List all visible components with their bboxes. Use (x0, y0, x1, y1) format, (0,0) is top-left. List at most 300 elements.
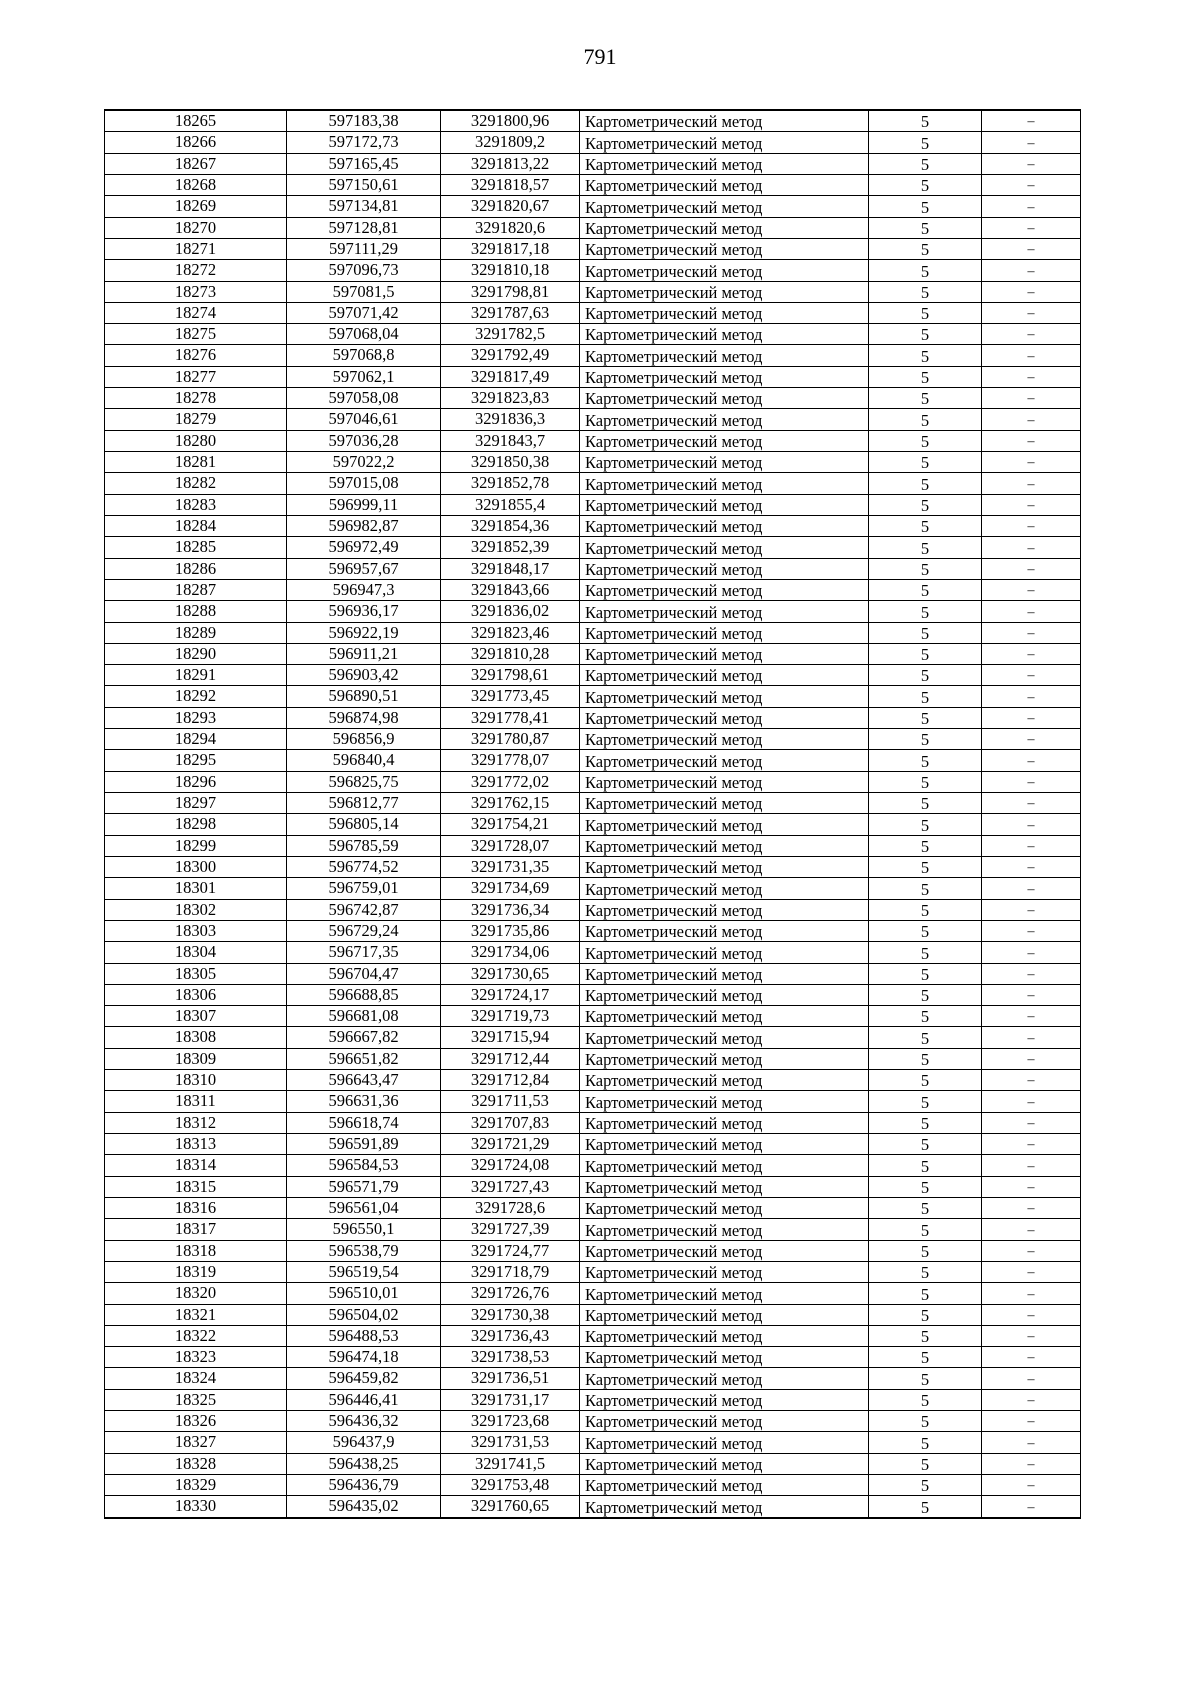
dash-cell: – (982, 729, 1081, 750)
table-row (105, 1197, 1081, 1218)
x-coordinate-cell: 597046,61 (287, 409, 441, 430)
method-cell: Картометрический метод (580, 793, 869, 814)
method-cell: Картометрический метод (580, 409, 869, 430)
x-coordinate-cell: 597068,04 (287, 324, 441, 345)
point-number-cell: 18319 (105, 1261, 287, 1282)
table-row (105, 1389, 1081, 1410)
error-cell: 5 (869, 110, 982, 132)
method-cell: Картометрический метод (580, 388, 869, 409)
dash-cell: – (982, 217, 1081, 238)
point-number-cell: 18311 (105, 1091, 287, 1112)
point-number-cell: 18316 (105, 1197, 287, 1218)
x-coordinate-cell: 596972,49 (287, 537, 441, 558)
table-row (105, 707, 1081, 728)
dash-cell: – (982, 1411, 1081, 1432)
x-coordinate-cell: 596947,3 (287, 579, 441, 600)
dash-cell: – (982, 324, 1081, 345)
dash-cell: – (982, 110, 1081, 132)
dash-cell: – (982, 643, 1081, 664)
x-coordinate-cell: 597058,08 (287, 388, 441, 409)
method-cell: Картометрический метод (580, 729, 869, 750)
point-number-cell: 18270 (105, 217, 287, 238)
y-coordinate-cell: 3291723,68 (441, 1411, 580, 1432)
dash-cell: – (982, 537, 1081, 558)
y-coordinate-cell: 3291850,38 (441, 452, 580, 473)
table-row (105, 260, 1081, 281)
y-coordinate-cell: 3291735,86 (441, 920, 580, 941)
y-coordinate-cell: 3291753,48 (441, 1475, 580, 1496)
y-coordinate-cell: 3291721,29 (441, 1134, 580, 1155)
point-number-cell: 18309 (105, 1048, 287, 1069)
table-row (105, 1453, 1081, 1474)
x-coordinate-cell: 596999,11 (287, 494, 441, 515)
x-coordinate-cell: 597128,81 (287, 217, 441, 238)
error-cell: 5 (869, 366, 982, 387)
point-number-cell: 18277 (105, 366, 287, 387)
table-row (105, 665, 1081, 686)
dash-cell: – (982, 196, 1081, 217)
dash-cell: – (982, 963, 1081, 984)
table-row (105, 217, 1081, 238)
method-cell: Картометрический метод (580, 1432, 869, 1453)
point-number-cell: 18323 (105, 1347, 287, 1368)
table-row (105, 1475, 1081, 1496)
error-cell: 5 (869, 1325, 982, 1346)
point-number-cell: 18297 (105, 793, 287, 814)
dash-cell: – (982, 814, 1081, 835)
method-cell: Картометрический метод (580, 1027, 869, 1048)
dash-cell: – (982, 260, 1081, 281)
table-row (105, 366, 1081, 387)
point-number-cell: 18290 (105, 643, 287, 664)
x-coordinate-cell: 597150,61 (287, 174, 441, 195)
x-coordinate-cell: 596436,79 (287, 1475, 441, 1496)
x-coordinate-cell: 596519,54 (287, 1261, 441, 1282)
method-cell: Картометрический метод (580, 515, 869, 536)
method-cell: Картометрический метод (580, 1219, 869, 1240)
error-cell: 5 (869, 686, 982, 707)
point-number-cell: 18308 (105, 1027, 287, 1048)
x-coordinate-cell: 596631,36 (287, 1091, 441, 1112)
x-coordinate-cell: 596438,25 (287, 1453, 441, 1474)
x-coordinate-cell: 596785,59 (287, 835, 441, 856)
dash-cell: – (982, 1325, 1081, 1346)
x-coordinate-cell: 596805,14 (287, 814, 441, 835)
y-coordinate-cell: 3291836,3 (441, 409, 580, 430)
table-row (105, 814, 1081, 835)
point-number-cell: 18293 (105, 707, 287, 728)
x-coordinate-cell: 596504,02 (287, 1304, 441, 1325)
dash-cell: – (982, 1389, 1081, 1410)
dash-cell: – (982, 302, 1081, 323)
method-cell: Картометрический метод (580, 174, 869, 195)
x-coordinate-cell: 597071,42 (287, 302, 441, 323)
y-coordinate-cell: 3291792,49 (441, 345, 580, 366)
table-row (105, 110, 1081, 132)
y-coordinate-cell: 3291730,38 (441, 1304, 580, 1325)
y-coordinate-cell: 3291852,39 (441, 537, 580, 558)
y-coordinate-cell: 3291778,07 (441, 750, 580, 771)
error-cell: 5 (869, 1197, 982, 1218)
dash-cell: – (982, 579, 1081, 600)
method-cell: Картометрический метод (580, 835, 869, 856)
error-cell: 5 (869, 643, 982, 664)
method-cell: Картометрический метод (580, 1453, 869, 1474)
x-coordinate-cell: 596874,98 (287, 707, 441, 728)
dash-cell: – (982, 1347, 1081, 1368)
error-cell: 5 (869, 409, 982, 430)
method-cell: Картометрический метод (580, 1176, 869, 1197)
error-cell: 5 (869, 238, 982, 259)
method-cell: Картометрический метод (580, 878, 869, 899)
y-coordinate-cell: 3291724,17 (441, 984, 580, 1005)
error-cell: 5 (869, 1240, 982, 1261)
error-cell: 5 (869, 345, 982, 366)
method-cell: Картометрический метод (580, 579, 869, 600)
x-coordinate-cell: 597134,81 (287, 196, 441, 217)
x-coordinate-cell: 597111,29 (287, 238, 441, 259)
point-number-cell: 18286 (105, 558, 287, 579)
method-cell: Картометрический метод (580, 601, 869, 622)
table-row (105, 1155, 1081, 1176)
point-number-cell: 18320 (105, 1283, 287, 1304)
method-cell: Картометрический метод (580, 452, 869, 473)
method-cell: Картометрический метод (580, 238, 869, 259)
error-cell: 5 (869, 1453, 982, 1474)
y-coordinate-cell: 3291760,65 (441, 1496, 580, 1518)
y-coordinate-cell: 3291736,43 (441, 1325, 580, 1346)
table-row (105, 153, 1081, 174)
point-number-cell: 18315 (105, 1176, 287, 1197)
table-row (105, 579, 1081, 600)
error-cell: 5 (869, 473, 982, 494)
error-cell: 5 (869, 1176, 982, 1197)
dash-cell: – (982, 1219, 1081, 1240)
dash-cell: – (982, 771, 1081, 792)
error-cell: 5 (869, 260, 982, 281)
x-coordinate-cell: 596550,1 (287, 1219, 441, 1240)
y-coordinate-cell: 3291741,5 (441, 1453, 580, 1474)
method-cell: Картометрический метод (580, 558, 869, 579)
dash-cell: – (982, 1261, 1081, 1282)
dash-cell: – (982, 1304, 1081, 1325)
error-cell: 5 (869, 942, 982, 963)
error-cell: 5 (869, 622, 982, 643)
x-coordinate-cell: 596825,75 (287, 771, 441, 792)
table-row (105, 174, 1081, 195)
method-cell: Картометрический метод (580, 1496, 869, 1518)
error-cell: 5 (869, 132, 982, 153)
point-number-cell: 18265 (105, 110, 287, 132)
table-row (105, 878, 1081, 899)
table-row (105, 1283, 1081, 1304)
error-cell: 5 (869, 174, 982, 195)
method-cell: Картометрический метод (580, 1155, 869, 1176)
dash-cell: – (982, 984, 1081, 1005)
table-row (105, 281, 1081, 302)
dash-cell: – (982, 622, 1081, 643)
y-coordinate-cell: 3291800,96 (441, 110, 580, 132)
error-cell: 5 (869, 729, 982, 750)
error-cell: 5 (869, 1027, 982, 1048)
x-coordinate-cell: 596774,52 (287, 856, 441, 877)
y-coordinate-cell: 3291762,15 (441, 793, 580, 814)
y-coordinate-cell: 3291817,18 (441, 238, 580, 259)
table-row (105, 1368, 1081, 1389)
point-number-cell: 18302 (105, 899, 287, 920)
y-coordinate-cell: 3291810,28 (441, 643, 580, 664)
method-cell: Картометрический метод (580, 494, 869, 515)
dash-cell: – (982, 1176, 1081, 1197)
table-row (105, 238, 1081, 259)
dash-cell: – (982, 494, 1081, 515)
error-cell: 5 (869, 984, 982, 1005)
y-coordinate-cell: 3291855,4 (441, 494, 580, 515)
point-number-cell: 18281 (105, 452, 287, 473)
x-coordinate-cell: 597165,45 (287, 153, 441, 174)
table-row (105, 899, 1081, 920)
method-cell: Картометрический метод (580, 1091, 869, 1112)
method-cell: Картометрический метод (580, 984, 869, 1005)
dash-cell: – (982, 153, 1081, 174)
error-cell: 5 (869, 1070, 982, 1091)
y-coordinate-cell: 3291718,79 (441, 1261, 580, 1282)
x-coordinate-cell: 597062,1 (287, 366, 441, 387)
method-cell: Картометрический метод (580, 1475, 869, 1496)
dash-cell: – (982, 515, 1081, 536)
table-row (105, 729, 1081, 750)
y-coordinate-cell: 3291843,66 (441, 579, 580, 600)
error-cell: 5 (869, 814, 982, 835)
point-number-cell: 18276 (105, 345, 287, 366)
point-number-cell: 18291 (105, 665, 287, 686)
x-coordinate-cell: 596936,17 (287, 601, 441, 622)
dash-cell: – (982, 942, 1081, 963)
table-row (105, 1091, 1081, 1112)
table-row (105, 1261, 1081, 1282)
dash-cell: – (982, 409, 1081, 430)
y-coordinate-cell: 3291843,7 (441, 430, 580, 451)
dash-cell: – (982, 1368, 1081, 1389)
dash-cell: – (982, 345, 1081, 366)
x-coordinate-cell: 597022,2 (287, 452, 441, 473)
method-cell: Картометрический метод (580, 963, 869, 984)
table-row (105, 601, 1081, 622)
point-number-cell: 18284 (105, 515, 287, 536)
error-cell: 5 (869, 388, 982, 409)
point-number-cell: 18283 (105, 494, 287, 515)
x-coordinate-cell: 596488,53 (287, 1325, 441, 1346)
table-row (105, 345, 1081, 366)
method-cell: Картометрический метод (580, 856, 869, 877)
x-coordinate-cell: 596446,41 (287, 1389, 441, 1410)
table-row (105, 1027, 1081, 1048)
method-cell: Картометрический метод (580, 665, 869, 686)
point-number-cell: 18289 (105, 622, 287, 643)
error-cell: 5 (869, 1368, 982, 1389)
method-cell: Картометрический метод (580, 537, 869, 558)
method-cell: Картометрический метод (580, 920, 869, 941)
y-coordinate-cell: 3291778,41 (441, 707, 580, 728)
point-number-cell: 18295 (105, 750, 287, 771)
y-coordinate-cell: 3291711,53 (441, 1091, 580, 1112)
y-coordinate-cell: 3291809,2 (441, 132, 580, 153)
method-cell: Картометрический метод (580, 430, 869, 451)
table-row (105, 942, 1081, 963)
y-coordinate-cell: 3291773,45 (441, 686, 580, 707)
table-row (105, 984, 1081, 1005)
error-cell: 5 (869, 1155, 982, 1176)
dash-cell: – (982, 174, 1081, 195)
dash-cell: – (982, 132, 1081, 153)
error-cell: 5 (869, 579, 982, 600)
table-row (105, 1432, 1081, 1453)
method-cell: Картометрический метод (580, 302, 869, 323)
table-row (105, 537, 1081, 558)
point-number-cell: 18269 (105, 196, 287, 217)
x-coordinate-cell: 596856,9 (287, 729, 441, 750)
x-coordinate-cell: 597068,8 (287, 345, 441, 366)
dash-cell: – (982, 686, 1081, 707)
point-number-cell: 18313 (105, 1134, 287, 1155)
y-coordinate-cell: 3291731,17 (441, 1389, 580, 1410)
method-cell: Картометрический метод (580, 153, 869, 174)
table-row (105, 793, 1081, 814)
method-cell: Картометрический метод (580, 281, 869, 302)
error-cell: 5 (869, 324, 982, 345)
point-number-cell: 18294 (105, 729, 287, 750)
error-cell: 5 (869, 537, 982, 558)
table-row (105, 622, 1081, 643)
x-coordinate-cell: 597172,73 (287, 132, 441, 153)
x-coordinate-cell: 597081,5 (287, 281, 441, 302)
point-number-cell: 18328 (105, 1453, 287, 1474)
x-coordinate-cell: 596903,42 (287, 665, 441, 686)
point-number-cell: 18304 (105, 942, 287, 963)
error-cell: 5 (869, 1219, 982, 1240)
x-coordinate-cell: 596591,89 (287, 1134, 441, 1155)
table-row (105, 856, 1081, 877)
error-cell: 5 (869, 878, 982, 899)
method-cell: Картометрический метод (580, 942, 869, 963)
method-cell: Картометрический метод (580, 750, 869, 771)
error-cell: 5 (869, 494, 982, 515)
table-row (105, 1134, 1081, 1155)
point-number-cell: 18275 (105, 324, 287, 345)
point-number-cell: 18287 (105, 579, 287, 600)
table-row (105, 1325, 1081, 1346)
x-coordinate-cell: 596436,32 (287, 1411, 441, 1432)
point-number-cell: 18299 (105, 835, 287, 856)
method-cell: Картометрический метод (580, 1134, 869, 1155)
dash-cell: – (982, 366, 1081, 387)
method-cell: Картометрический метод (580, 1240, 869, 1261)
point-number-cell: 18271 (105, 238, 287, 259)
method-cell: Картометрический метод (580, 1261, 869, 1282)
y-coordinate-cell: 3291736,51 (441, 1368, 580, 1389)
dash-cell: – (982, 1240, 1081, 1261)
point-number-cell: 18314 (105, 1155, 287, 1176)
table-row (105, 324, 1081, 345)
point-number-cell: 18317 (105, 1219, 287, 1240)
y-coordinate-cell: 3291754,21 (441, 814, 580, 835)
y-coordinate-cell: 3291712,44 (441, 1048, 580, 1069)
y-coordinate-cell: 3291731,35 (441, 856, 580, 877)
x-coordinate-cell: 596618,74 (287, 1112, 441, 1133)
point-number-cell: 18327 (105, 1432, 287, 1453)
error-cell: 5 (869, 196, 982, 217)
error-cell: 5 (869, 153, 982, 174)
point-number-cell: 18282 (105, 473, 287, 494)
table-row (105, 196, 1081, 217)
y-coordinate-cell: 3291726,76 (441, 1283, 580, 1304)
dash-cell: – (982, 707, 1081, 728)
method-cell: Картометрический метод (580, 707, 869, 728)
table-row (105, 963, 1081, 984)
point-number-cell: 18305 (105, 963, 287, 984)
point-number-cell: 18329 (105, 1475, 287, 1496)
error-cell: 5 (869, 1389, 982, 1410)
table-row (105, 1112, 1081, 1133)
point-number-cell: 18268 (105, 174, 287, 195)
dash-cell: – (982, 1475, 1081, 1496)
point-number-cell: 18312 (105, 1112, 287, 1133)
method-cell: Картометрический метод (580, 217, 869, 238)
error-cell: 5 (869, 1347, 982, 1368)
table-row (105, 1304, 1081, 1325)
y-coordinate-cell: 3291734,06 (441, 942, 580, 963)
x-coordinate-cell: 596435,02 (287, 1496, 441, 1518)
table-row (105, 750, 1081, 771)
x-coordinate-cell: 596742,87 (287, 899, 441, 920)
point-number-cell: 18325 (105, 1389, 287, 1410)
error-cell: 5 (869, 963, 982, 984)
x-coordinate-cell: 596538,79 (287, 1240, 441, 1261)
dash-cell: – (982, 601, 1081, 622)
table-row (105, 430, 1081, 451)
dash-cell: – (982, 1134, 1081, 1155)
y-coordinate-cell: 3291715,94 (441, 1027, 580, 1048)
point-number-cell: 18279 (105, 409, 287, 430)
y-coordinate-cell: 3291823,83 (441, 388, 580, 409)
dash-cell: – (982, 899, 1081, 920)
y-coordinate-cell: 3291734,69 (441, 878, 580, 899)
x-coordinate-cell: 596704,47 (287, 963, 441, 984)
method-cell: Картометрический метод (580, 324, 869, 345)
method-cell: Картометрический метод (580, 366, 869, 387)
x-coordinate-cell: 596759,01 (287, 878, 441, 899)
dash-cell: – (982, 238, 1081, 259)
x-coordinate-cell: 596982,87 (287, 515, 441, 536)
method-cell: Картометрический метод (580, 1347, 869, 1368)
point-number-cell: 18306 (105, 984, 287, 1005)
error-cell: 5 (869, 856, 982, 877)
table-row (105, 920, 1081, 941)
dash-cell: – (982, 1432, 1081, 1453)
error-cell: 5 (869, 1432, 982, 1453)
method-cell: Картометрический метод (580, 1006, 869, 1027)
error-cell: 5 (869, 601, 982, 622)
point-number-cell: 18300 (105, 856, 287, 877)
point-number-cell: 18324 (105, 1368, 287, 1389)
point-number-cell: 18292 (105, 686, 287, 707)
error-cell: 5 (869, 217, 982, 238)
y-coordinate-cell: 3291820,67 (441, 196, 580, 217)
method-cell: Картометрический метод (580, 196, 869, 217)
method-cell: Картометрический метод (580, 899, 869, 920)
error-cell: 5 (869, 1496, 982, 1518)
dash-cell: – (982, 430, 1081, 451)
